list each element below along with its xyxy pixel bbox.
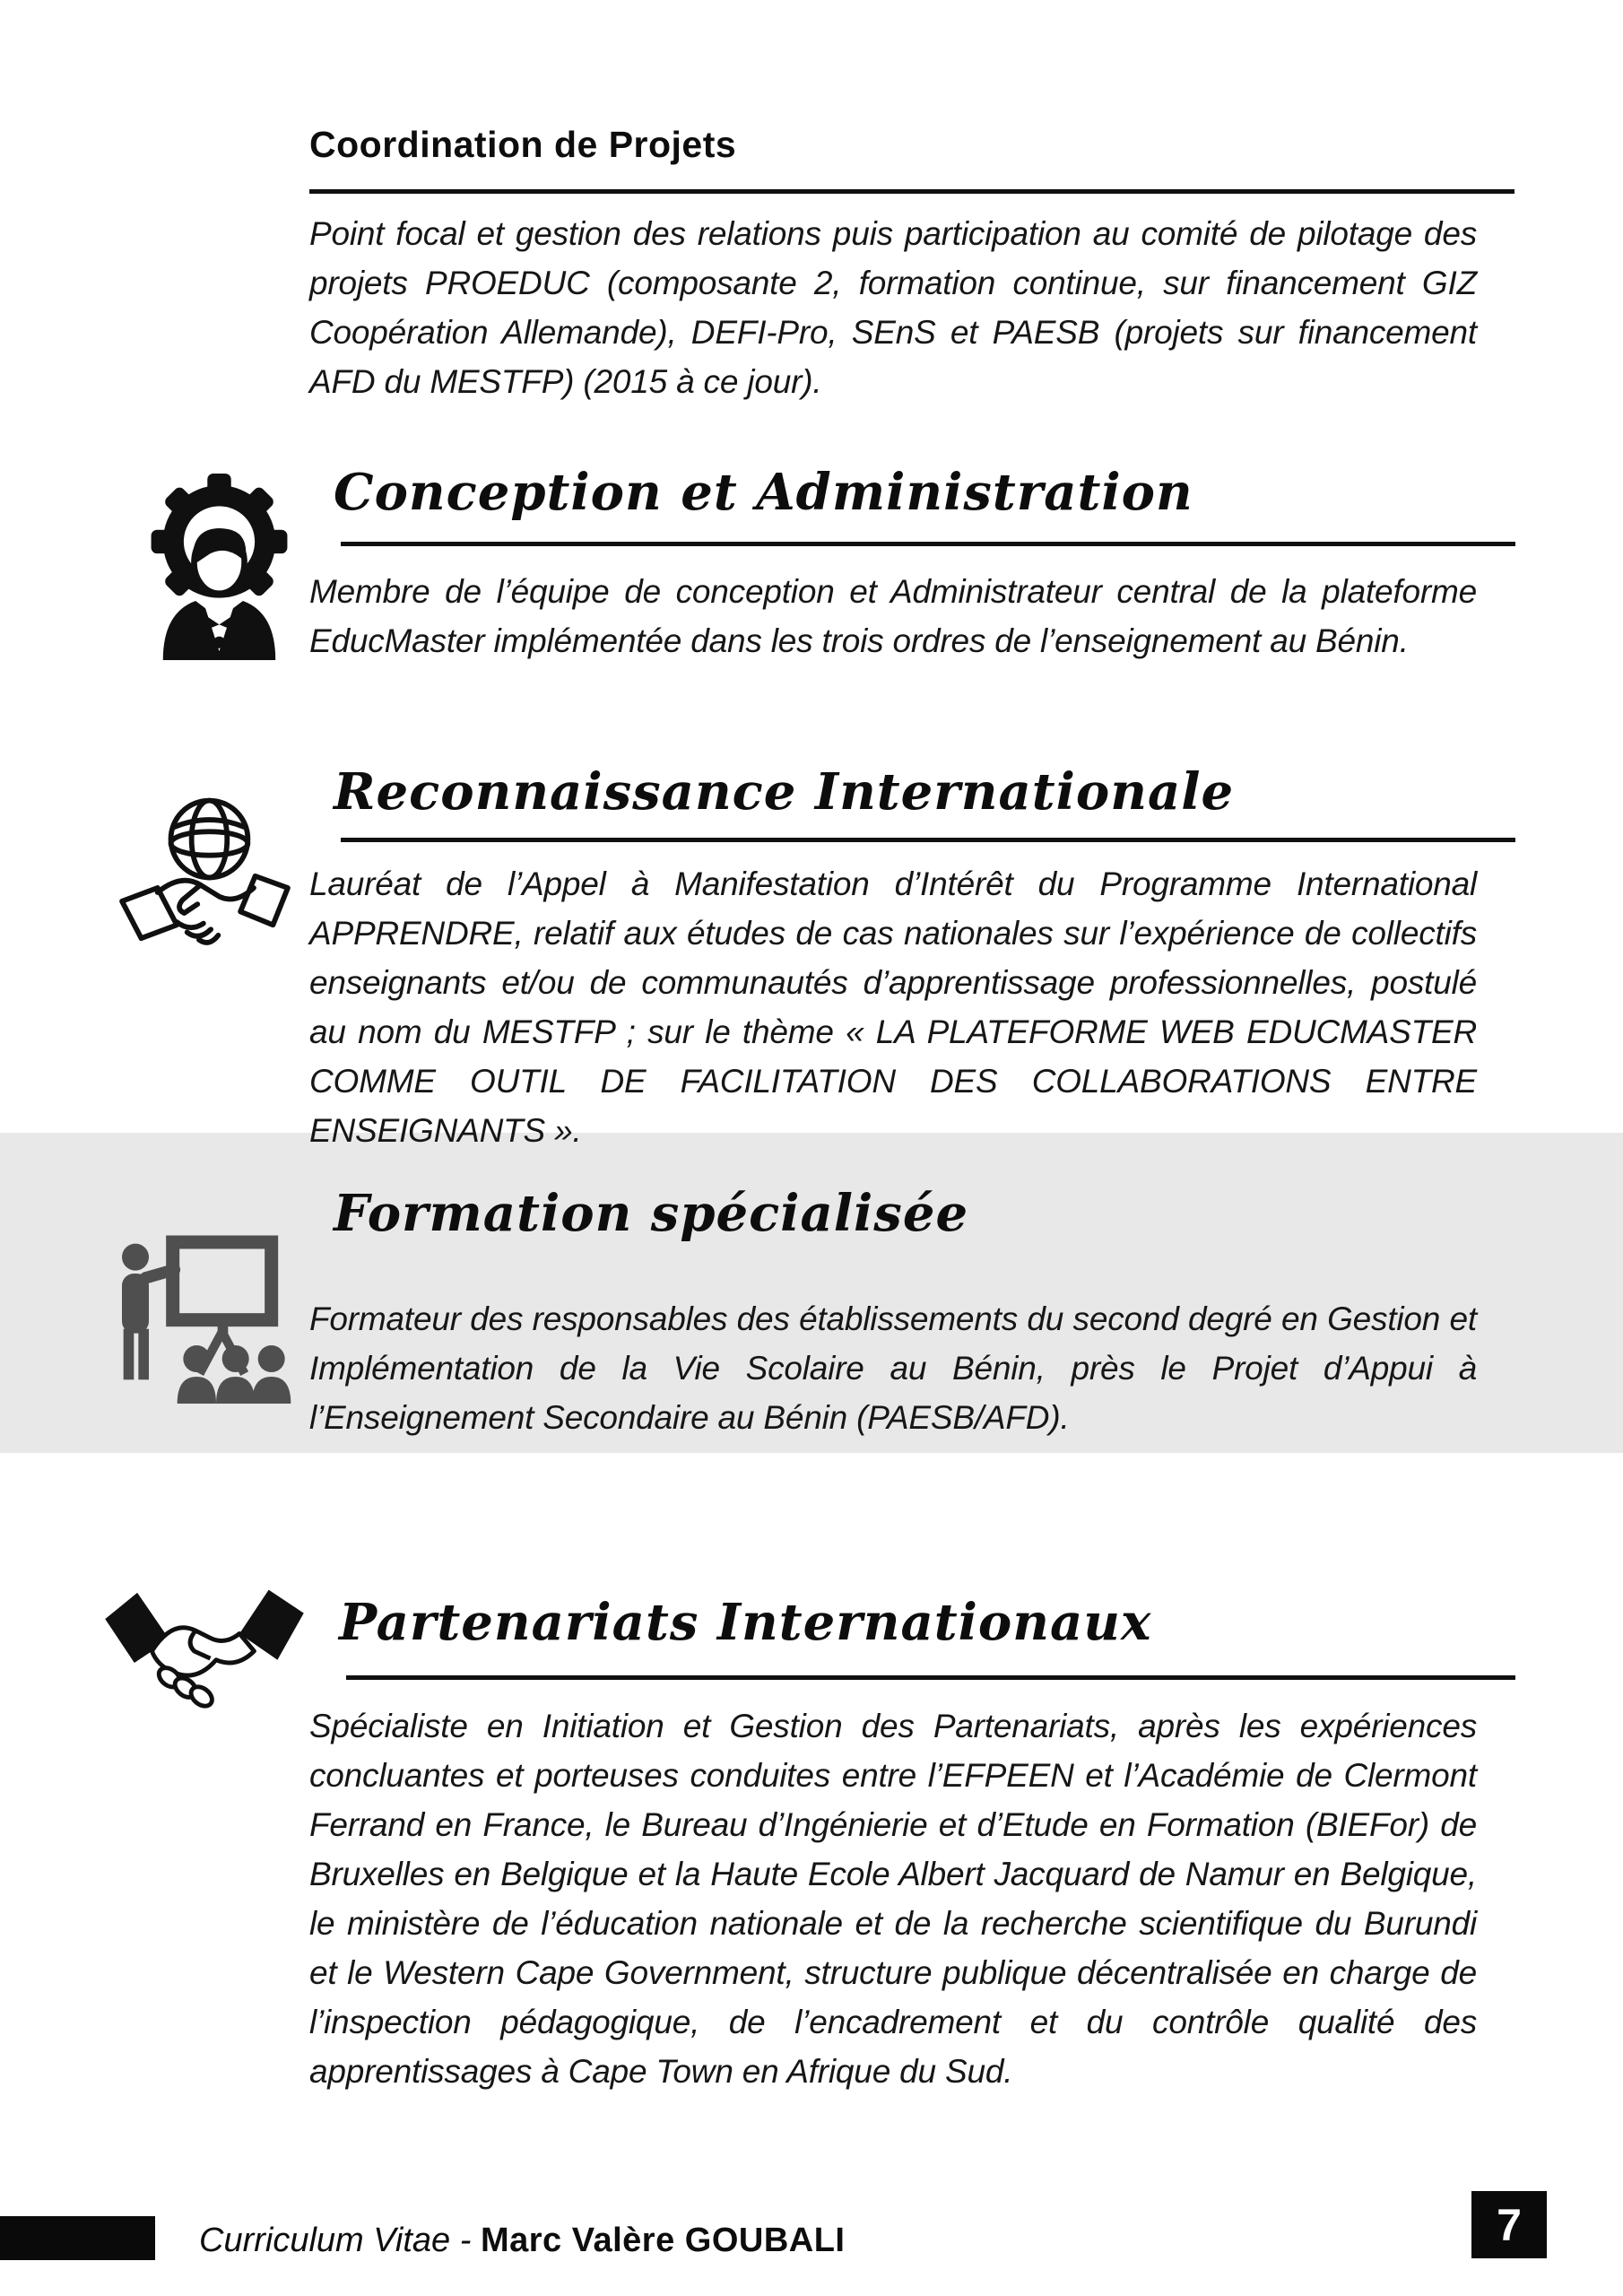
footer-author-name: Marc Valère GOUBALI xyxy=(480,2222,846,2259)
section-heading-partenariats: Partenariats Internationaux xyxy=(339,1593,1152,1652)
handshake-icon xyxy=(102,1575,307,1727)
section-body-partenariats: Spécialiste en Initiation et Gestion des Partenariats, après les expériences concluantes et porteuses conduites entre l’EFPEEN et l’Académie de Clermont Ferrand en France, le Bureau d’Ingénierie et d’Etude en Formation (BIEFor) de Bruxelles en Belgique et la Haute Ecole Albert Jacquard de Namur en Belgique, le ministère de l’éducation nationale et de la recherche scientifique du Burundi et le Western Cape Government, structure publique décentralisée en charge de l’inspection pédagogique, de l’encadrement et du contrôle qualité des apprentissages à Cape Town en Afrique du Sud. xyxy=(309,1708,1477,2090)
section-heading-coordination: Coordination de Projets xyxy=(309,124,737,165)
section-body-reconnaissance: Lauréat de l’Appel à Manifestation d’Intérêt du Programme International APPRENDRE, relatif aux études de cas nationales sur l’expérience de collectifs enseignants et/ou de communautés d’apprentissage professionnelles, postulé au nom du MESTFP ; sur le thème « LA PLATEFORME WEB EDUCMASTER COMME OUTIL DE FACILITATION DES COLLABORATIONS ENTRE ENSEIGNANTS ». xyxy=(309,865,1477,1149)
training-presenter-icon xyxy=(113,1220,292,1408)
footer-document-label: Curriculum Vitae - xyxy=(199,2222,481,2259)
heading-underline xyxy=(341,542,1515,546)
section-body-coordination: Point focal et gestion des relations puis participation au comité de pilotage des projets PROEDUC (composante 2, formation continue, sur financement GIZ Coopération Allemande), DEFI-Pro, SEnS et PAESB (projets sur financement AFD du MESTFP) (2015 à ce jour). xyxy=(309,215,1477,400)
heading-underline xyxy=(341,838,1515,842)
heading-underline xyxy=(309,189,1515,194)
heading-underline xyxy=(346,1675,1515,1680)
admin-gear-icon xyxy=(127,474,311,660)
footer-caption xyxy=(199,2222,846,2260)
section-heading-formation: Formation spécialisée xyxy=(334,1184,969,1243)
section-heading-conception: Conception et Administration xyxy=(334,463,1193,522)
section-body-conception: Membre de l’équipe de conception et Administrateur central de la plateforme EducMaster implémentée dans les trois ordres de l’enseignement au Bénin. xyxy=(309,573,1477,659)
page-number-badge xyxy=(1471,2191,1547,2258)
section-heading-reconnaissance: Reconnaissance Internationale xyxy=(334,762,1235,822)
page-number: 7 xyxy=(1497,2199,1522,2250)
footer-accent-bar xyxy=(0,2216,155,2260)
globe-handshake-icon xyxy=(113,795,297,981)
section-body-formation: Formateur des responsables des établissements du second degré en Gestion et Implémentation de la Vie Scolaire au Bénin, près le Projet d’Appui à l’Enseignement Secondaire au Bénin (PAESB/AFD). xyxy=(309,1300,1477,1436)
